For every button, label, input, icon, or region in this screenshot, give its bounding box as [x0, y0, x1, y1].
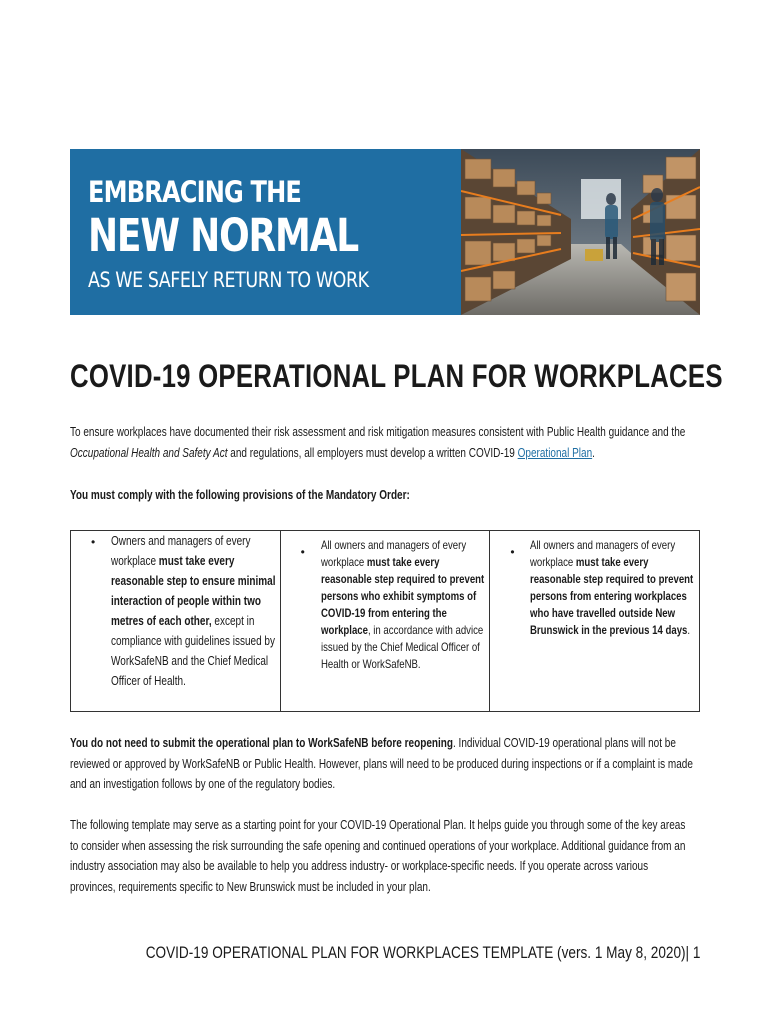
banner	[70, 149, 700, 315]
banner-line-1: EMBRACING THE	[88, 175, 302, 209]
act-name: Occupational Health and Safety Act	[70, 445, 228, 460]
order-cell-symptoms	[280, 531, 490, 711]
order-text	[321, 537, 489, 673]
intro-text-b: and regulations, all employers must develop a written COVID-19	[227, 445, 518, 460]
order-cell-travel	[489, 531, 699, 711]
operational-plan-link[interactable]: Operational Plan	[517, 445, 593, 460]
order-text-post: .	[687, 623, 691, 637]
banner-text	[88, 175, 426, 293]
order-cell-distancing	[71, 531, 280, 711]
page-title: COVID-19 OPERATIONAL PLAN FOR WORKPLACES	[70, 358, 723, 394]
banner-line-3: AS WE SAFELY RETURN TO WORK	[88, 268, 369, 292]
bullet-icon: •	[300, 545, 305, 559]
page-footer: COVID-19 OPERATIONAL PLAN FOR WORKPLACES TEMPLATE (vers. 1 May 8, 2020)| 1	[145, 943, 700, 962]
order-text-bold: must take every reasonable step required to prevent persons from entering workplaces who have travelled outside New Brunswick in the previous 14 days	[530, 555, 694, 637]
order-text	[530, 537, 698, 639]
banner-line-2: NEW NORMAL	[88, 209, 359, 262]
order-text-bold: must take every reasonable step required to prevent persons who exhibit symptoms of COVID-19 from entering the workplace	[320, 555, 484, 637]
order-text-post: , in accordance with advice issued by the Chief Medical Officer of Health or WorkSafeNB.	[320, 623, 483, 671]
intro-text-a: To ensure workplaces have documented their risk assessment and risk mitigation measures consistent with Public Health guidance and the	[70, 425, 686, 439]
template-paragraph: The following template may serve as a starting point for your COVID-19 Operational Plan. It helps guide you through some of the key areas to consider when assessing the risk surrounding the safe opening and continued operations of your workplace. Additional guidance from an industry association may also be available to help you address industry- or workplace-specific needs. If you operate across various provinces, requirements specific to New Brunswick must be included in your plan.	[70, 818, 686, 894]
mandatory-order-table	[70, 530, 700, 712]
submit-rest: . Individual COVID-19 operational plans will not be reviewed or approved by WorkSafeNB or Public Health. However, plans will need to be produced during inspections or if a complaint is made and an investigation follows by one of the regulatory bodies.	[70, 736, 693, 791]
order-text-bold: must take every reasonable step to ensure minimal interaction of people within two metres of each other,	[111, 554, 276, 628]
bullet-icon: •	[91, 535, 96, 549]
comply-heading: You must comply with the following provisions of the Mandatory Order:	[70, 488, 410, 502]
intro-paragraph	[70, 422, 694, 463]
bullet-icon: •	[510, 545, 515, 559]
order-text-pre: All owners and managers of every workplace	[320, 538, 466, 569]
submit-paragraph	[70, 733, 694, 795]
order-text-post: except in compliance with guidelines issued by WorkSafeNB and the Chief Medical Officer of Health.	[111, 614, 275, 688]
intro-text-c: .	[592, 445, 595, 460]
warehouse-photo	[461, 149, 700, 315]
order-text	[111, 531, 277, 691]
order-text-pre: Owners and managers of every workplace	[111, 534, 251, 568]
order-text-pre: All owners and managers of every workplace	[530, 538, 676, 569]
submit-bold: You do not need to submit the operational plan to WorkSafeNB before reopening	[70, 736, 453, 750]
